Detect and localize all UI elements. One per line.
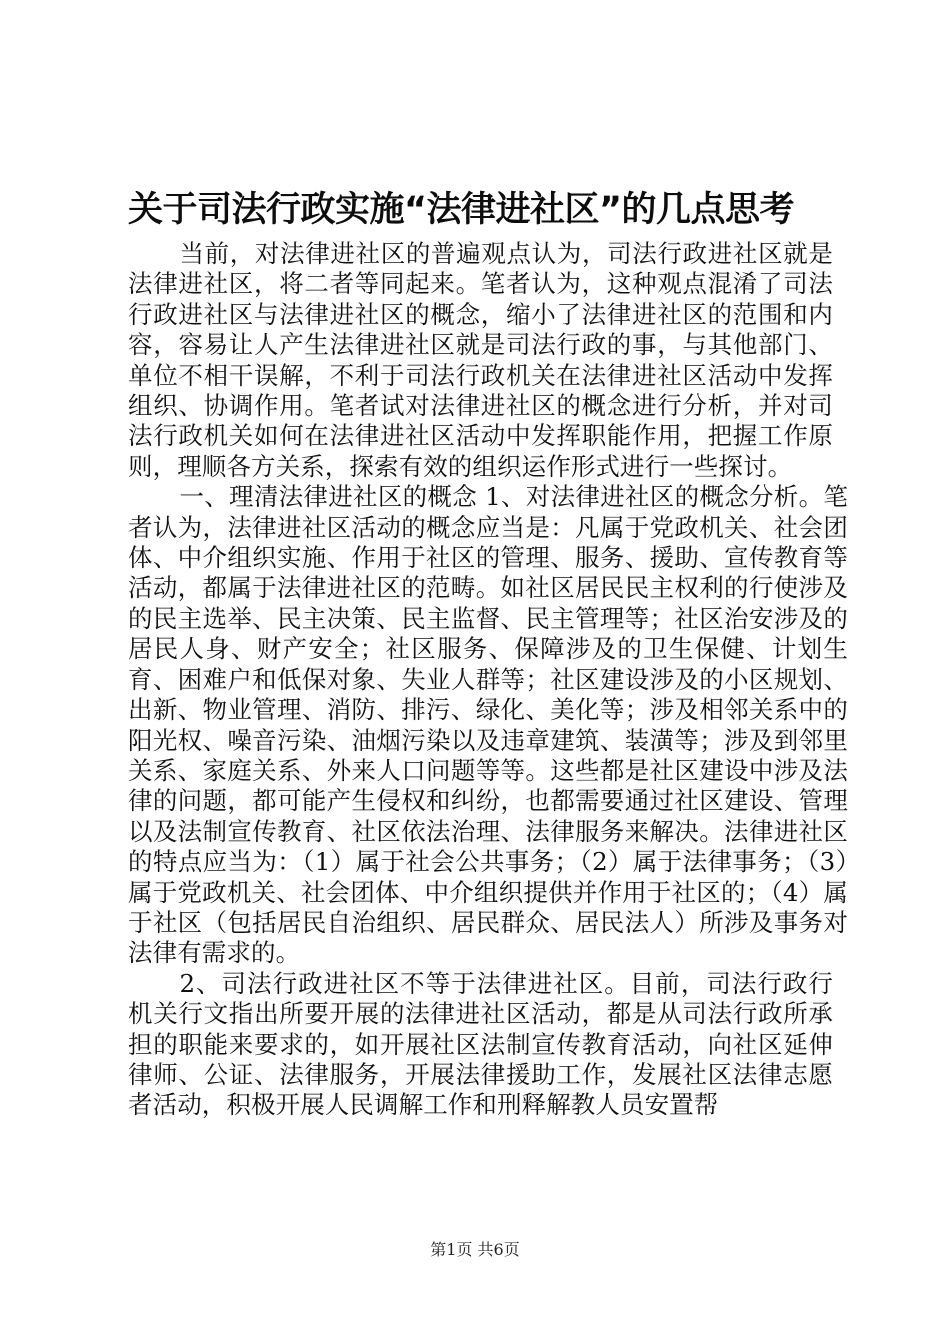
page-number: 第1页 共6页 — [430, 1240, 520, 1259]
paragraph-intro: 当前，对法律进社区的普遍观点认为，司法行政进社区就是法律进社区，将二者等同起来。笔者认为，这种观点混淆了司法行政进社区与法律进社区的概念，缩小了法律进社区的范围和内容，容易让人产生法律进社区就是司法行政的事，与其他部门、单位不相干误解，不利于司法行政机关在法律进社区活动中发挥组织、协调作用。笔者试对法律进社区的概念进行分析，并对司法行政机关如何在法律进社区活动中发挥职能作用，把握工作原则，理顺各方关系，探索有效的组织运作形式进行一些探讨。 — [128, 239, 833, 481]
document-title: 关于司法行政实施“法律进社区”的几点思考 — [128, 190, 795, 230]
document-body — [128, 239, 848, 1121]
paragraph-section-1: 一、理清法律进社区的概念 1、对法律进社区的概念分析。笔者认为，法律进社区活动的概念应当是：凡属于党政机关、社会团体、中介组织实施、作用于社区的管理、服务、援助、宣传教育等活动，都属于法律进社区的范畴。如社区居民民主权利的行使涉及的民主选举、民主决策、民主监督、民主管理等；社区治安涉及的居民人身、财产安全；社区服务、保障涉及的卫生保健、计划生育、困难户和低保对象、失业人群等；社区建设涉及的小区规划、出新、物业管理、消防、排污、绿化、美化等；涉及相邻关系中的阳光权、噪音污染、油烟污染以及违章建筑、装潢等；涉及到邻里关系、家庭关系、外来人口问题等等。这些都是社区建设中涉及法律的问题，都可能产生侵权和纠纷，也都需要通过社区建设、管理以及法制宣传教育、社区依法治理、法律服务来解决。法律进社区的特点应当为：（1）属于社会公共事务；（2）属于法律事务；（3）属于党政机关、社会团体、中介组织提供并作用于社区的；（4）属于社区（包括居民自治组织、居民群众、居民法人）所涉及事务对法律有需求的。 — [128, 482, 848, 968]
paragraph-section-2: 2、司法行政进社区不等于法律进社区。目前，司法行政行机关行文指出所要开展的法律进社区活动，都是从司法行政所承担的职能来要求的，如开展社区法制宣传教育活动，向社区延伸律师、公证、法律服务，开展法律援助工作，发展社区法律志愿者活动，积极开展人民调解工作和刑释解教人员安置帮 — [128, 968, 833, 1120]
